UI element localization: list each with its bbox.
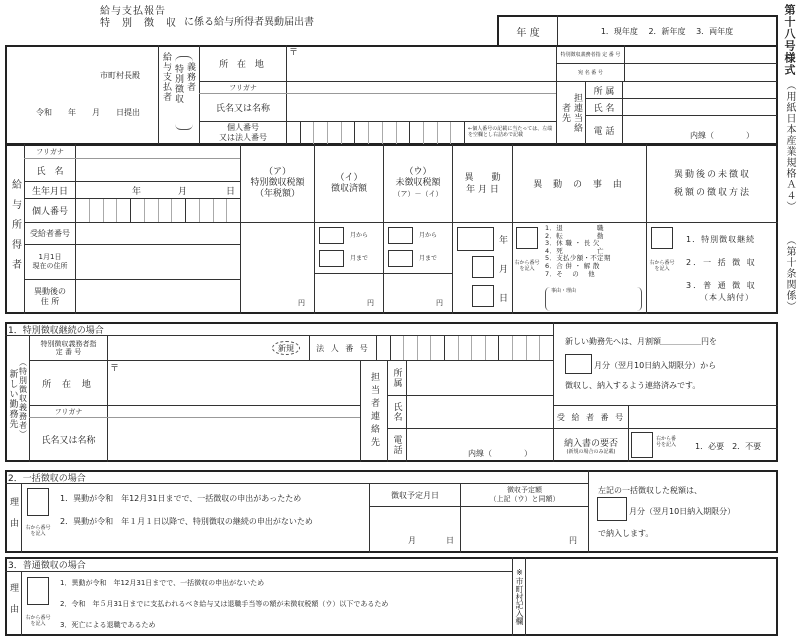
change-day-box[interactable]	[472, 285, 494, 307]
jan1-label-1: 1月1日	[38, 253, 62, 261]
reason-item-5: 5．支払少額・不定期	[545, 254, 611, 263]
s1-designation-label: 特別徴収義務者指 定 番 号	[40, 340, 97, 356]
designation-no-input[interactable]	[625, 46, 777, 63]
s3-reason-2: 2．令和 年５月31日までに支払われるべき給与又は退職手当等の額が未徴収税額（ウ）以下であるため	[60, 600, 389, 608]
change-date-head-2: 年 月 日	[466, 184, 499, 195]
reason-header: 異 動 の 事 由	[533, 180, 626, 190]
s1-payment-slip-label: 納入書の要否	[563, 438, 618, 449]
change-year-box[interactable]	[457, 227, 494, 251]
payer-address-label: 所 在 地	[219, 60, 267, 70]
new-address-label-2: 住 所	[40, 296, 60, 306]
s1-contact-name-label: 氏名	[391, 402, 402, 422]
obligor-vertical-1: 特別徴収	[173, 64, 183, 104]
change-date-head-1: 異 動	[464, 172, 501, 183]
dob-month-unit: 月	[178, 187, 188, 197]
payer-name-label: 氏名又は名称	[215, 104, 270, 114]
s1-corp-no-label: 法 人 番 号	[316, 343, 370, 353]
earner-name-input[interactable]	[76, 159, 240, 181]
s1-payment-slip-box[interactable]	[631, 432, 653, 458]
s1-contact-vertical: 担当者連絡先	[369, 372, 379, 450]
method-head-1: 異動後の未徴収	[673, 169, 751, 180]
s2-sched-amount-label	[461, 484, 588, 506]
payer-number-label	[200, 122, 286, 144]
method-head-2: 税額の徴収方法	[673, 187, 751, 198]
reason-item-4: 4．死 亡	[545, 246, 604, 255]
dob-label: 生年月日	[31, 186, 68, 197]
s1-phone-wrap	[388, 429, 406, 461]
payer-number-label-1: 個人番号	[227, 123, 259, 132]
reason-list	[545, 225, 645, 278]
col-a-header	[241, 145, 314, 222]
payer-number-label-2: 又は法人番号	[219, 133, 267, 142]
method-number-box[interactable]	[651, 227, 673, 249]
change-month-unit: 月	[499, 265, 509, 275]
recipient-no-label: 宛 名 番 号	[578, 69, 603, 76]
reason-item-2: 2．転 勤	[545, 231, 604, 240]
s1-furigana-label: フリガナ	[54, 407, 83, 416]
earner-furigana-input[interactable]	[76, 145, 240, 158]
col-u-to-label: 月まで	[419, 255, 438, 262]
reason-item-3: 3．休 職 ・ 長 欠	[545, 239, 600, 248]
payer-vertical-label: 給与支払者	[161, 52, 171, 102]
col-a-head-1: （ア）	[263, 167, 291, 177]
col-a-input[interactable]	[241, 223, 314, 313]
new-address-input[interactable]	[76, 280, 240, 313]
s2-notice-line1: 左記の一括徴収した税額は、	[598, 486, 702, 495]
earner-name-label: 氏 名	[36, 166, 64, 177]
s1-enter-hint: 右から番号を記入	[656, 436, 677, 448]
earner-label-wrap	[6, 145, 24, 313]
s3-reason-box[interactable]	[27, 577, 49, 605]
s1-payment-slip-note: (新規の場合のみ記載)	[566, 448, 616, 455]
s1-dept-wrap	[388, 361, 406, 395]
contact-label-wrap	[557, 82, 585, 144]
s1-postal-mark: 〒	[110, 364, 120, 374]
section2-title: 2．一括徴収の場合	[8, 474, 86, 484]
method-option-3-note: （本人納付）	[700, 293, 754, 302]
s1-notice-line1: 新しい勤務先へは、月割額＿＿＿＿＿円を	[565, 337, 717, 346]
s2-notice-line3: で納入します。	[598, 529, 654, 538]
recipient-input[interactable]	[76, 223, 240, 244]
recipient-no-input[interactable]	[625, 64, 777, 81]
fiscal-year-options[interactable]: 1．現年度 2．新年度 3．両年度	[600, 27, 734, 36]
payer-address-input[interactable]	[287, 46, 556, 81]
addressee: 市町村長殿	[100, 71, 140, 80]
phone-extension[interactable]: 内線（ ）	[690, 131, 754, 140]
s2-notice-line2: 月分（翌月10日納入期限分）	[629, 507, 736, 516]
s1-recipient-label: 受 給 者 番 号	[556, 412, 626, 422]
reason-item-7: 7．そ の 他	[545, 269, 595, 278]
s1-notice-line3: 徴収し、納入するよう連絡済みです。	[565, 381, 701, 390]
col-i-yen: 円	[367, 299, 374, 307]
col-u-header	[384, 145, 452, 222]
section3-title: 3．普通徴収の場合	[8, 561, 86, 571]
s1-start-month-box[interactable]	[565, 354, 592, 374]
s1-dept-label: 所属	[391, 368, 402, 388]
col-u-from-month-box[interactable]	[388, 227, 413, 244]
s1-contact-wrap	[361, 361, 387, 461]
reason-item-1: 1．退 職	[545, 224, 604, 232]
reason-detail-box[interactable]	[545, 287, 642, 311]
s1-recipient-input[interactable]	[629, 406, 778, 428]
s3-reason-wrap	[6, 572, 21, 635]
s1-address-label: 所 在 地	[42, 379, 95, 390]
phone-label: 電 話	[593, 126, 615, 137]
municipal-label: ※市町村記入欄	[515, 568, 524, 625]
method-enter-hint: 右から番号を記入	[649, 260, 675, 272]
payer-number-note: ←個人番号の記載に当たっては、左端を空欄とし右詰めで記載	[468, 126, 553, 138]
col-i-header	[315, 145, 383, 222]
s3-enter-hint: 右から番号を記入	[25, 615, 51, 627]
s1-cname-wrap	[388, 396, 406, 428]
s2-reason-vertical: 理由	[8, 497, 18, 539]
article-label: （第十条関係）	[784, 235, 795, 312]
s1-dept-input[interactable]	[407, 361, 553, 395]
title-suffix: に係る給与所得者異動届出書	[184, 17, 314, 28]
change-date-header	[453, 145, 512, 222]
col-a-yen: 円	[298, 299, 305, 307]
s2-reason-wrap	[6, 484, 21, 552]
designation-no-label: 特別徴収義務者指 定 番 号	[560, 51, 621, 58]
title-stack	[100, 6, 190, 30]
s1-notice-line2: 月分（翌月10日納入期限分）から	[594, 361, 717, 370]
new-address-label	[25, 280, 75, 313]
new-employer-vertical: 新しい勤務先	[7, 368, 18, 429]
s3-reason-1: 1．異動が令和 年12月31日までで、一括徴収の申出がないため	[60, 579, 265, 587]
s2-sched-amount-label-2: （上記（ウ）と同額）	[489, 495, 560, 503]
col-i-from-label: 月から	[350, 232, 369, 239]
col-u-from-label: 月から	[419, 232, 438, 239]
jan1-address-input[interactable]	[76, 245, 240, 279]
s1-corp-no-grid[interactable]	[376, 336, 553, 360]
col-a-head-2: 特別徴収税額	[250, 178, 305, 188]
reason-number-box[interactable]	[516, 227, 538, 249]
s1-payment-slip-label-wrap	[554, 429, 628, 461]
s2-reason-2: 2．異動が令和 年１月１日以降で、特別徴収の継続の申出がないため	[60, 517, 313, 526]
col-i-head-1: （イ）	[335, 172, 363, 183]
section1-title: 1．特別徴収継続の場合	[8, 326, 104, 336]
s2-reason-1: 1．異動が令和 年12月31日までで、一括徴収の申出があったため	[60, 494, 302, 503]
contact-vertical-label: 担連当絡者先	[560, 93, 582, 133]
change-year-unit: 年	[499, 236, 509, 246]
s2-month-box[interactable]	[597, 497, 627, 521]
col-i-head-2: 徴収済額	[330, 183, 367, 194]
title-top: 給与支払報告	[100, 6, 166, 17]
municipal-entry-field[interactable]	[526, 558, 776, 635]
reason-item-6: 6．合 併 ・ 解 散	[545, 261, 600, 270]
earner-furigana-label: フリガナ	[36, 147, 64, 156]
col-u-head-2: 未徴収税額	[395, 178, 441, 188]
earner-number-label: 個人番号	[31, 207, 68, 217]
change-month-box[interactable]	[472, 256, 494, 278]
reason-enter-hint: 右から番号を記入	[514, 260, 540, 272]
s1-name-input[interactable]	[108, 418, 360, 461]
s2-month-unit: 月	[408, 536, 416, 545]
s2-yen-unit: 円	[569, 536, 577, 545]
form-number-label: 第十八号様式	[783, 4, 796, 76]
s2-sched-date-input[interactable]	[370, 507, 460, 552]
col-i-to-label: 月まで	[350, 255, 369, 262]
payer-number-grid[interactable]	[287, 122, 465, 144]
new-badge: 新規	[272, 341, 300, 355]
method-option-2: 2．一 括 徴 収	[686, 258, 757, 267]
title-bottom: 特 別 徴 収	[100, 18, 177, 29]
payer-furigana-label: フリガナ	[229, 83, 257, 92]
reason-detail-label: 事由・理由	[551, 288, 577, 294]
method-option-1: 1．特別徴収継続	[686, 235, 756, 244]
s1-address-input[interactable]	[108, 361, 360, 405]
s1-contact-name-input[interactable]	[407, 396, 553, 428]
payer-furigana-input[interactable]	[287, 82, 556, 93]
col-u-head-1: （ウ）	[404, 167, 432, 177]
col-i-to-month-box[interactable]	[319, 250, 344, 267]
s1-payment-slip-options: 1．必要 2．不要	[695, 442, 762, 451]
s1-phone-extension[interactable]: 内線（ ）	[468, 449, 532, 458]
s1-furigana-input[interactable]	[108, 406, 360, 417]
new-obligor-vertical: （特別徴収義務者）	[18, 358, 28, 439]
s2-sched-amount-label-1: 徴収予定額	[507, 486, 542, 494]
col-u-to-month-box[interactable]	[388, 250, 413, 267]
new-employer-wrap	[6, 336, 29, 461]
col-i-from-month-box[interactable]	[319, 227, 344, 244]
method-option-3: 3．普 通 徴 収	[686, 281, 757, 290]
paper-size-label: （用紙日本産業規格Ａ４）	[784, 80, 795, 212]
s2-sched-amount-input[interactable]	[461, 507, 588, 552]
dob-year-unit: 年	[132, 187, 142, 197]
s3-reason-vertical: 理由	[8, 582, 18, 625]
fiscal-year-label: 年 度	[516, 28, 540, 39]
s2-reason-box[interactable]	[27, 488, 49, 516]
municipal-label-wrap	[513, 558, 525, 635]
earner-vertical-label: 給与所得者	[9, 179, 21, 279]
change-day-unit: 日	[499, 294, 509, 304]
obligor-vertical-2: 義務者	[185, 62, 195, 92]
recipient-label: 受給者番号	[30, 229, 70, 238]
contact-name-input[interactable]	[623, 99, 777, 115]
dept-input[interactable]	[623, 82, 777, 98]
method-header	[647, 145, 778, 222]
payer-name-input[interactable]	[287, 94, 556, 121]
dept-label: 所 属	[593, 86, 615, 97]
dob-input[interactable]	[76, 182, 240, 198]
jan1-address-label	[25, 245, 75, 279]
s3-reason-3: 3．死亡による退職であるため	[60, 621, 156, 629]
submission-date[interactable]: 令和 年 月 日提出	[36, 108, 140, 117]
s2-sched-date-label: 徴収予定月日	[391, 490, 439, 500]
s1-name-label: 氏名又は名称	[41, 436, 96, 446]
col-u-head-3: （ア）－（イ）	[393, 190, 443, 198]
contact-name-label: 氏 名	[593, 103, 615, 114]
s1-phone-label: 電話	[391, 435, 402, 455]
dob-day-unit: 日	[226, 187, 236, 197]
s2-enter-hint: 右から番号を記入	[25, 525, 51, 537]
earner-number-grid[interactable]	[76, 199, 240, 222]
col-a-head-3: （年税額）	[254, 189, 300, 199]
postal-mark: 〒	[289, 48, 299, 58]
new-address-label-1: 異動後の	[34, 286, 66, 296]
col-u-yen: 円	[436, 299, 443, 307]
jan1-label-2: 現在の住所	[32, 262, 68, 270]
s2-day-unit: 日	[446, 536, 454, 545]
